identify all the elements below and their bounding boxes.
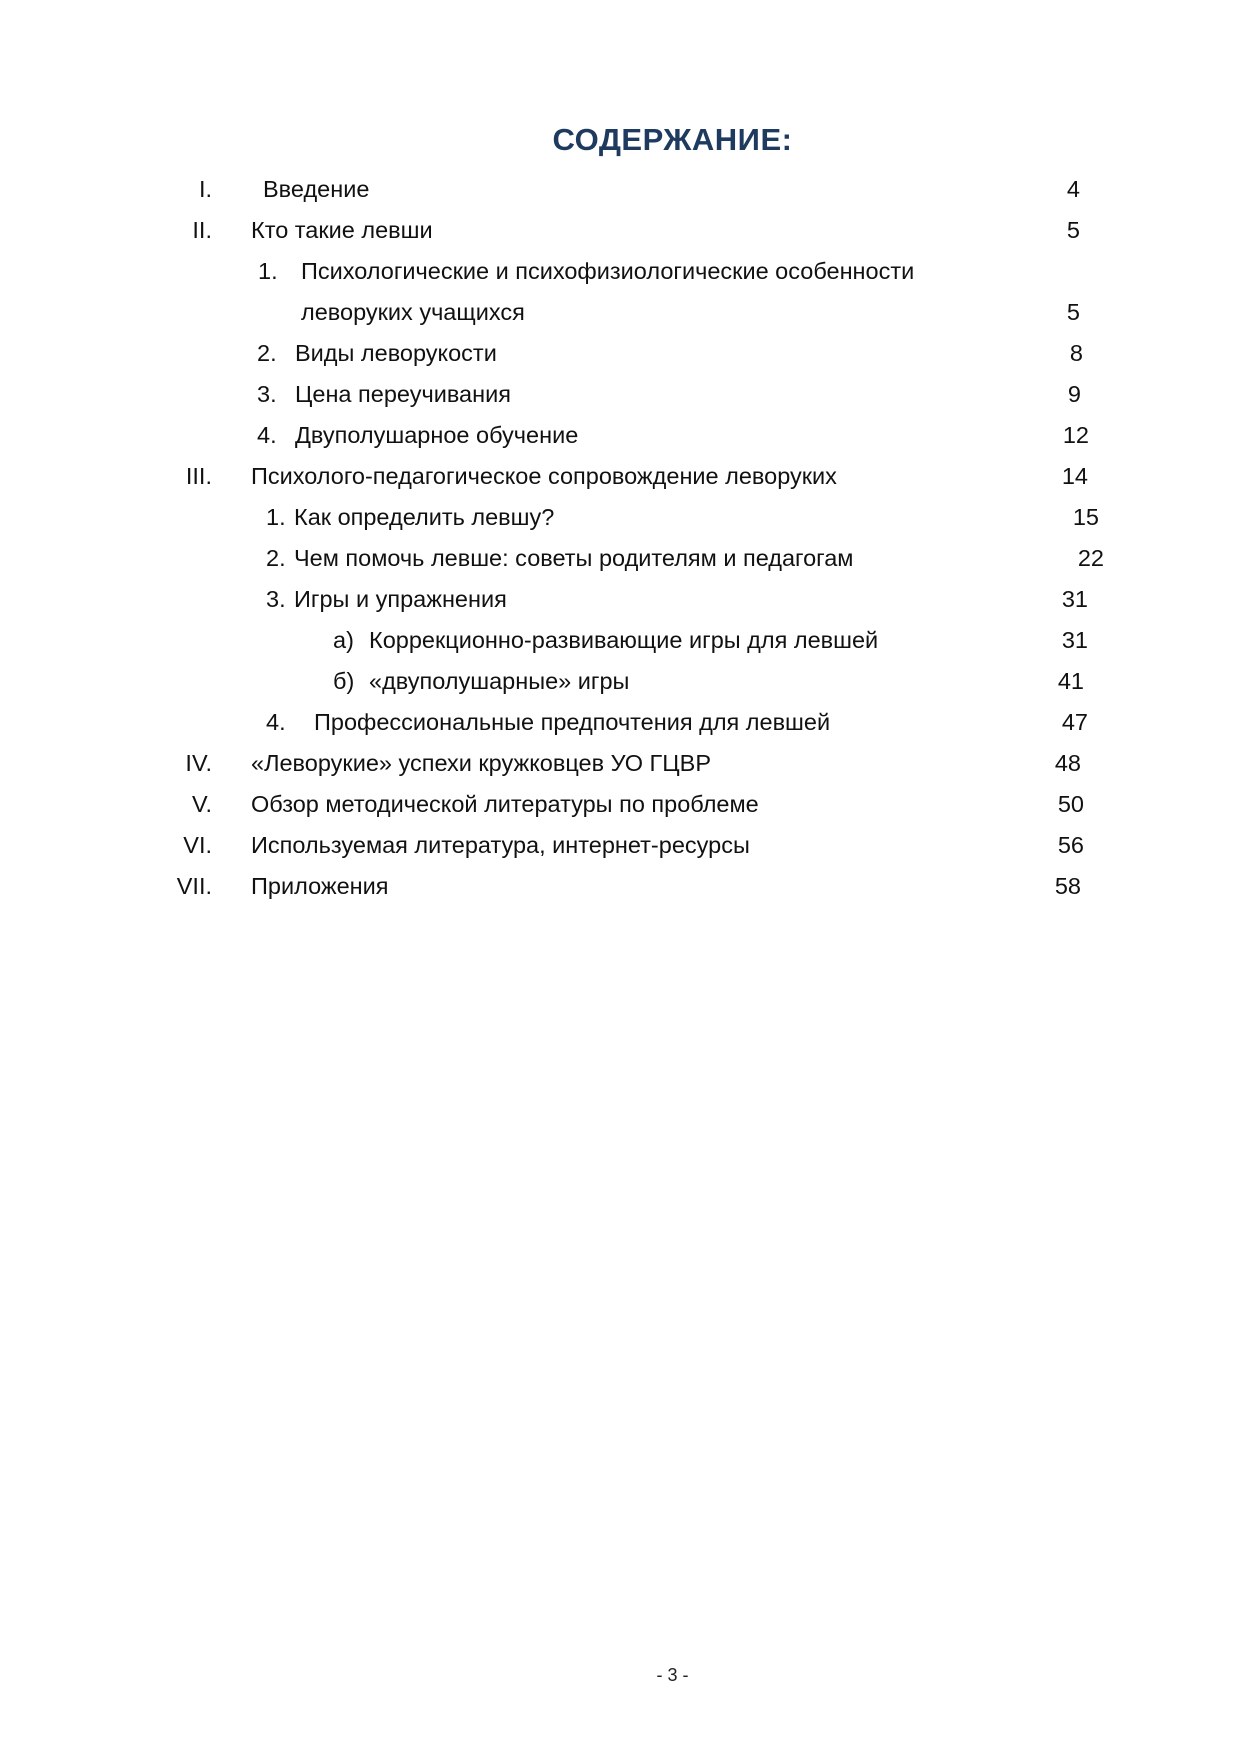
toc-page-number: 22	[1077, 545, 1104, 571]
toc-entry[interactable]	[0, 704, 1240, 740]
toc-entry[interactable]	[0, 868, 1240, 904]
toc-number: 1.	[266, 504, 286, 530]
toc-entry[interactable]	[0, 745, 1240, 781]
toc-text: Виды леворукости	[295, 340, 497, 366]
toc-text: Как определить левшу?	[294, 504, 555, 530]
toc-number: 3.	[266, 586, 286, 612]
toc-text: Используемая литература, интернет-ресурсы	[251, 832, 750, 858]
toc-entry[interactable]	[0, 827, 1240, 863]
toc-entry[interactable]	[0, 786, 1240, 822]
toc-text: Игры и упражнения	[294, 586, 507, 612]
toc-page-number: 41	[1057, 668, 1084, 694]
toc-text: Обзор методической литературы по проблеме	[251, 791, 759, 817]
toc-number: 3.	[257, 381, 277, 407]
toc-entry[interactable]	[0, 294, 1240, 330]
toc-text: Коррекционно-развивающие игры для левшей	[369, 627, 879, 653]
toc-number: 2.	[257, 340, 277, 366]
toc-text: «двуполушарные» игры	[369, 668, 630, 694]
toc-page-number: 15	[1072, 504, 1099, 530]
toc-entry[interactable]	[0, 458, 1240, 494]
toc-text: Профессиональные предпочтения для левшей	[314, 709, 831, 735]
page-number-footer: - 3 -	[656, 1665, 689, 1685]
toc-entry[interactable]	[0, 253, 1240, 289]
toc-page-number: 12	[1062, 422, 1089, 448]
toc-text: леворуких учащихся	[301, 299, 525, 325]
toc-page-number: 56	[1057, 832, 1084, 858]
toc-page-number: 31	[1061, 627, 1088, 653]
toc-entry[interactable]	[0, 581, 1240, 617]
toc-page-number: 5	[1066, 217, 1080, 243]
toc-number: 4.	[266, 709, 286, 735]
toc-page-number: 50	[1057, 791, 1084, 817]
toc-entry[interactable]	[0, 663, 1240, 699]
toc-text: Двуполушарное обучение	[295, 422, 579, 448]
page-title: СОДЕРЖАНИЕ:	[552, 122, 793, 157]
toc-page-number: 58	[1054, 873, 1081, 899]
toc-page-number: 8	[1069, 340, 1083, 366]
toc-number: б)	[333, 668, 355, 694]
toc-page-number: 47	[1061, 709, 1088, 735]
toc-entry[interactable]	[0, 335, 1240, 371]
toc-number: VII.	[176, 873, 212, 899]
toc-page-number: 14	[1061, 463, 1088, 489]
toc-text: Введение	[263, 176, 370, 202]
toc-number: IV.	[185, 750, 212, 776]
toc-number: 4.	[257, 422, 277, 448]
toc-text: Психологические и психофизиологические особенности	[301, 258, 915, 284]
toc-number: V.	[191, 791, 212, 817]
toc-number: II.	[192, 217, 212, 243]
toc-page-number: 4	[1066, 176, 1080, 202]
toc-page-number: 5	[1066, 299, 1080, 325]
toc-text: Чем помочь левше: советы родителям и педагогам	[294, 545, 854, 571]
toc-number: I.	[198, 176, 212, 202]
toc-number: III.	[185, 463, 212, 489]
toc-entry[interactable]	[0, 540, 1240, 576]
toc-entry[interactable]	[0, 417, 1240, 453]
toc-page-number: 48	[1054, 750, 1081, 776]
toc-text: Кто такие левши	[251, 217, 433, 243]
toc-number: а)	[333, 627, 354, 653]
toc-entry[interactable]	[0, 171, 1240, 207]
toc-text: «Леворукие» успехи кружковцев УО ГЦВР	[251, 750, 712, 776]
toc-entry[interactable]	[0, 212, 1240, 248]
toc-page-number: 9	[1067, 381, 1081, 407]
toc-number: 1.	[258, 258, 278, 284]
toc-entry[interactable]	[0, 376, 1240, 412]
toc-entry[interactable]	[0, 622, 1240, 658]
toc-entry[interactable]	[0, 499, 1240, 535]
toc-page-number: 31	[1061, 586, 1088, 612]
toc-text: Приложения	[251, 873, 389, 899]
toc-number: VI.	[183, 832, 212, 858]
toc-text: Цена переучивания	[295, 381, 511, 407]
toc-number: 2.	[266, 545, 286, 571]
toc-text: Психолого-педагогическое сопровождение леворуких	[251, 463, 837, 489]
